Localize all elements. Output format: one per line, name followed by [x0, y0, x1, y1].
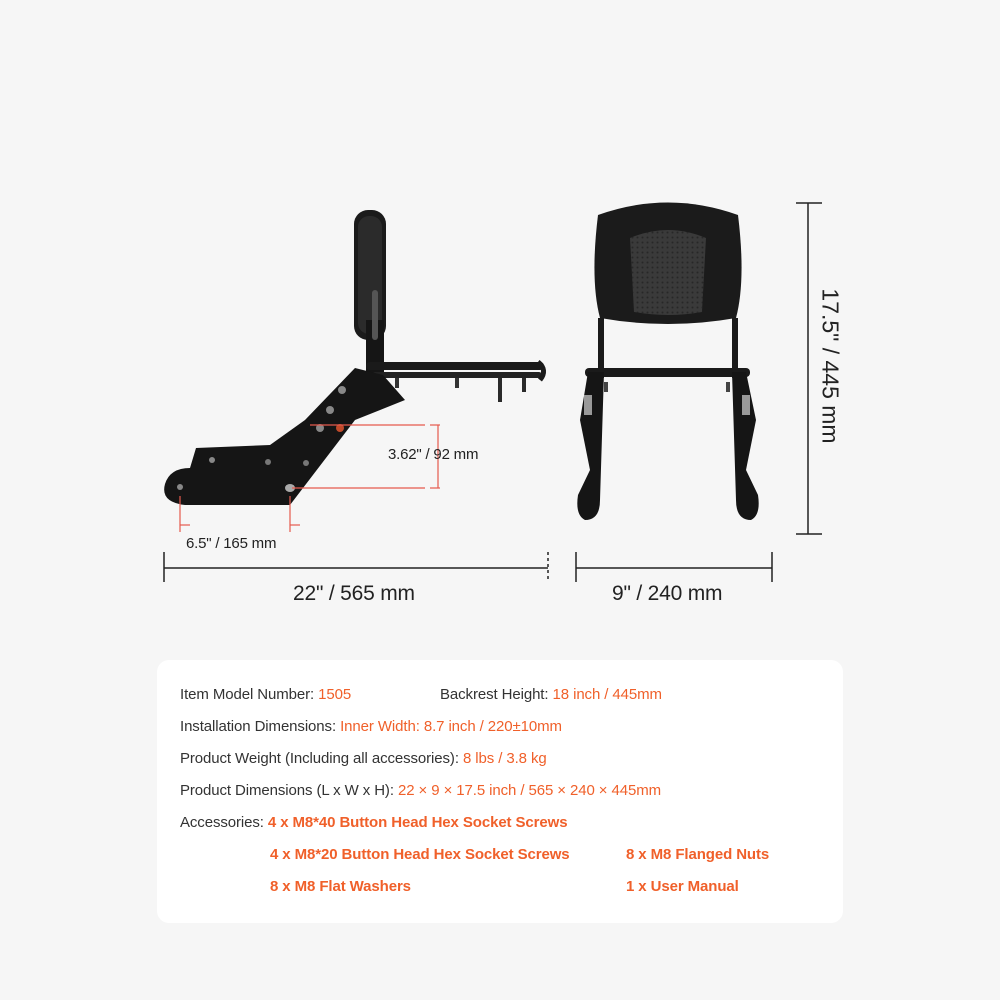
- width-label: 9" / 240 mm: [612, 582, 723, 605]
- length-label: 22" / 565 mm: [293, 582, 415, 605]
- spec-backrest-label: Backrest Height:: [440, 686, 549, 703]
- spec-weight: [180, 750, 547, 767]
- spec-installation-value: Inner Width: 8.7 inch / 220±10mm: [340, 718, 562, 735]
- bracket-offset-label: 6.5" / 165 mm: [186, 535, 277, 552]
- spec-backrest-value: 18 inch / 445mm: [552, 686, 662, 703]
- spec-model: [180, 686, 351, 703]
- side-view-backrest: [164, 210, 544, 505]
- height-label: 17.5" / 445 mm: [817, 288, 844, 444]
- spec-accessories: [180, 814, 567, 831]
- spec-accessories-label: Accessories:: [180, 814, 264, 831]
- accessory-item: 8 x M8 Flanged Nuts: [626, 846, 770, 863]
- spec-dimensions-label: Product Dimensions (L x W x H):: [180, 782, 394, 799]
- hole-spacing-label: 3.62" / 92 mm: [388, 446, 479, 463]
- spec-model-label: Item Model Number:: [180, 686, 315, 703]
- accessory-item: 8 x M8 Flat Washers: [270, 878, 411, 895]
- width-dimension-line: [576, 552, 772, 582]
- spec-dimensions: [180, 782, 661, 799]
- front-view-backrest: [577, 203, 758, 521]
- spec-backrest: [440, 686, 662, 703]
- accessory-item: 4 x M8*40 Button Head Hex Socket Screws: [267, 814, 568, 831]
- accessory-item: 4 x M8*20 Button Head Hex Socket Screws: [270, 846, 570, 863]
- specifications-panel: [157, 660, 843, 923]
- spec-weight-label: Product Weight (Including all accessories):: [180, 750, 459, 767]
- length-dimension-line: [164, 552, 548, 582]
- spec-installation: [180, 718, 562, 735]
- spec-dimensions-value: 22 × 9 × 17.5 inch / 565 × 240 × 445mm: [397, 782, 662, 799]
- spec-weight-value: 8 lbs / 3.8 kg: [462, 750, 547, 767]
- spec-installation-label: Installation Dimensions:: [180, 718, 337, 735]
- spec-model-value: 1505: [318, 686, 352, 703]
- accessory-item: 1 x User Manual: [626, 878, 739, 895]
